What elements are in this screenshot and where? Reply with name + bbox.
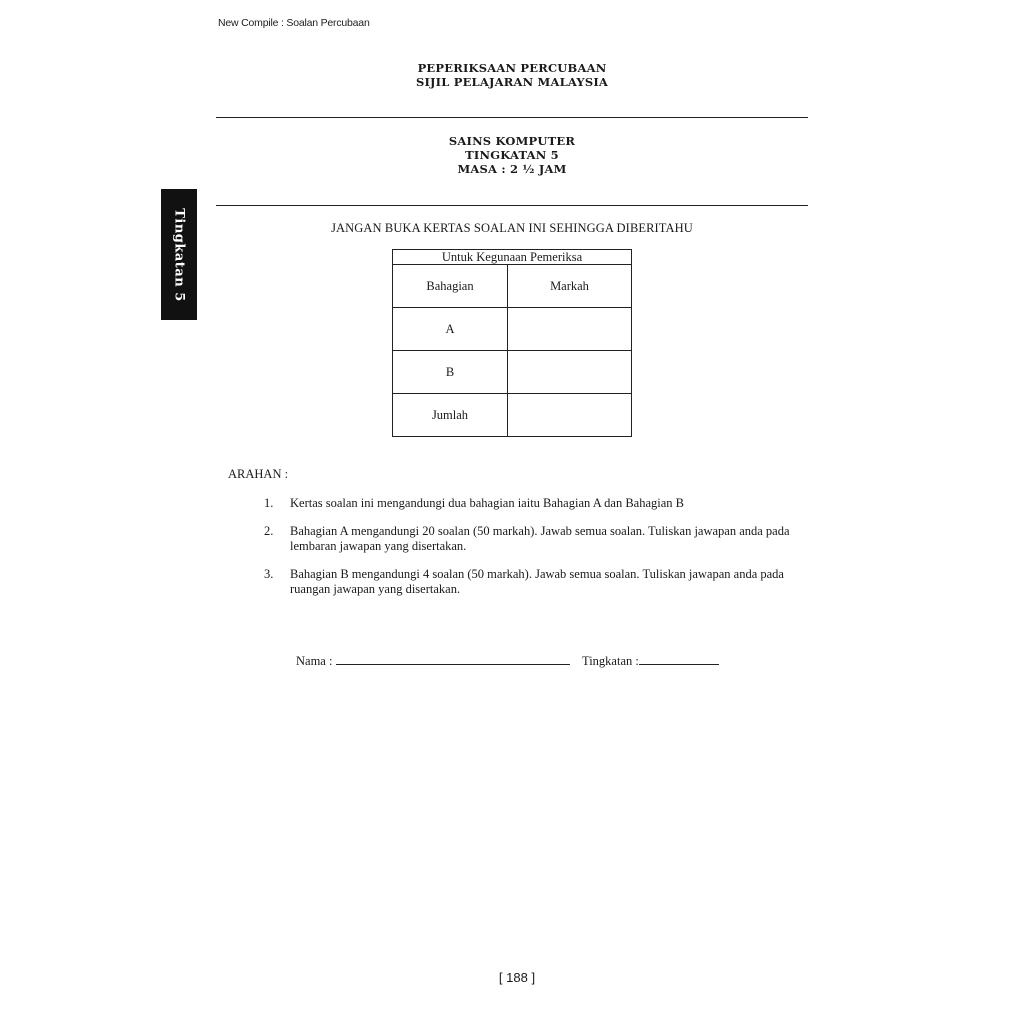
name-blank[interactable] [336,653,570,665]
instruction-number: 1. [264,496,274,510]
examiner-table-caption: Untuk Kegunaan Pemeriksa [393,250,632,265]
instruction-number: 2. [264,524,274,538]
subject-block [216,134,808,176]
subject-duration: MASA : 2 ½ JAM [457,162,567,176]
instruction-text: Bahagian B mengandungi 4 soalan (50 markah). Jawab semua soalan. Tuliskan jawapan anda pada ruangan jawapan yang disertakan. [290,567,784,596]
instruction-number: 3. [264,567,274,581]
examiner-table [392,249,632,437]
form-field [582,653,719,669]
subject-form: TINGKATAN 5 [465,148,559,162]
form-label: Tingkatan : [582,654,639,668]
name-field [296,653,570,669]
subject-name: SAINS KOMPUTER [448,134,576,148]
page-number: [ 188 ] [498,970,536,985]
instruction-text: Kertas soalan ini mengandungi dua bahagian iaitu Bahagian A dan Bahagian B [290,496,684,510]
bottom-divider [216,205,808,206]
table-header-mark: Markah [508,265,632,308]
form-blank[interactable] [639,653,719,665]
table-cell-section: Jumlah [393,394,508,437]
table-cell-section: B [393,351,508,394]
header-note: New Compile : Soalan Percubaan [218,17,370,29]
exam-title-line2: SIJIL PELAJARAN MALAYSIA [415,75,609,89]
table-cell-mark[interactable] [508,351,632,394]
side-tab-label: Tingkatan 5 [171,207,187,302]
top-divider [216,117,808,118]
table-header-section: Bahagian [393,265,508,308]
table-row [393,351,632,394]
table-row [393,394,632,437]
table-row [393,308,632,351]
instructions-heading: ARAHAN : [228,467,289,481]
exam-title [216,61,808,89]
table-cell-mark[interactable] [508,308,632,351]
instruction-text: Bahagian A mengandungi 20 soalan (50 markah). Jawab semua soalan. Tuliskan jawapan anda pada lembaran jawapan yang disertakan. [290,524,790,553]
side-tab [161,189,197,320]
table-cell-mark[interactable] [508,394,632,437]
name-label: Nama : [296,654,333,668]
warning-text: JANGAN BUKA KERTAS SOALAN INI SEHINGGA DIBERITAHU [331,221,693,235]
table-cell-section: A [393,308,508,351]
exam-title-line1: PEPERIKSAAN PERCUBAAN [417,61,607,75]
